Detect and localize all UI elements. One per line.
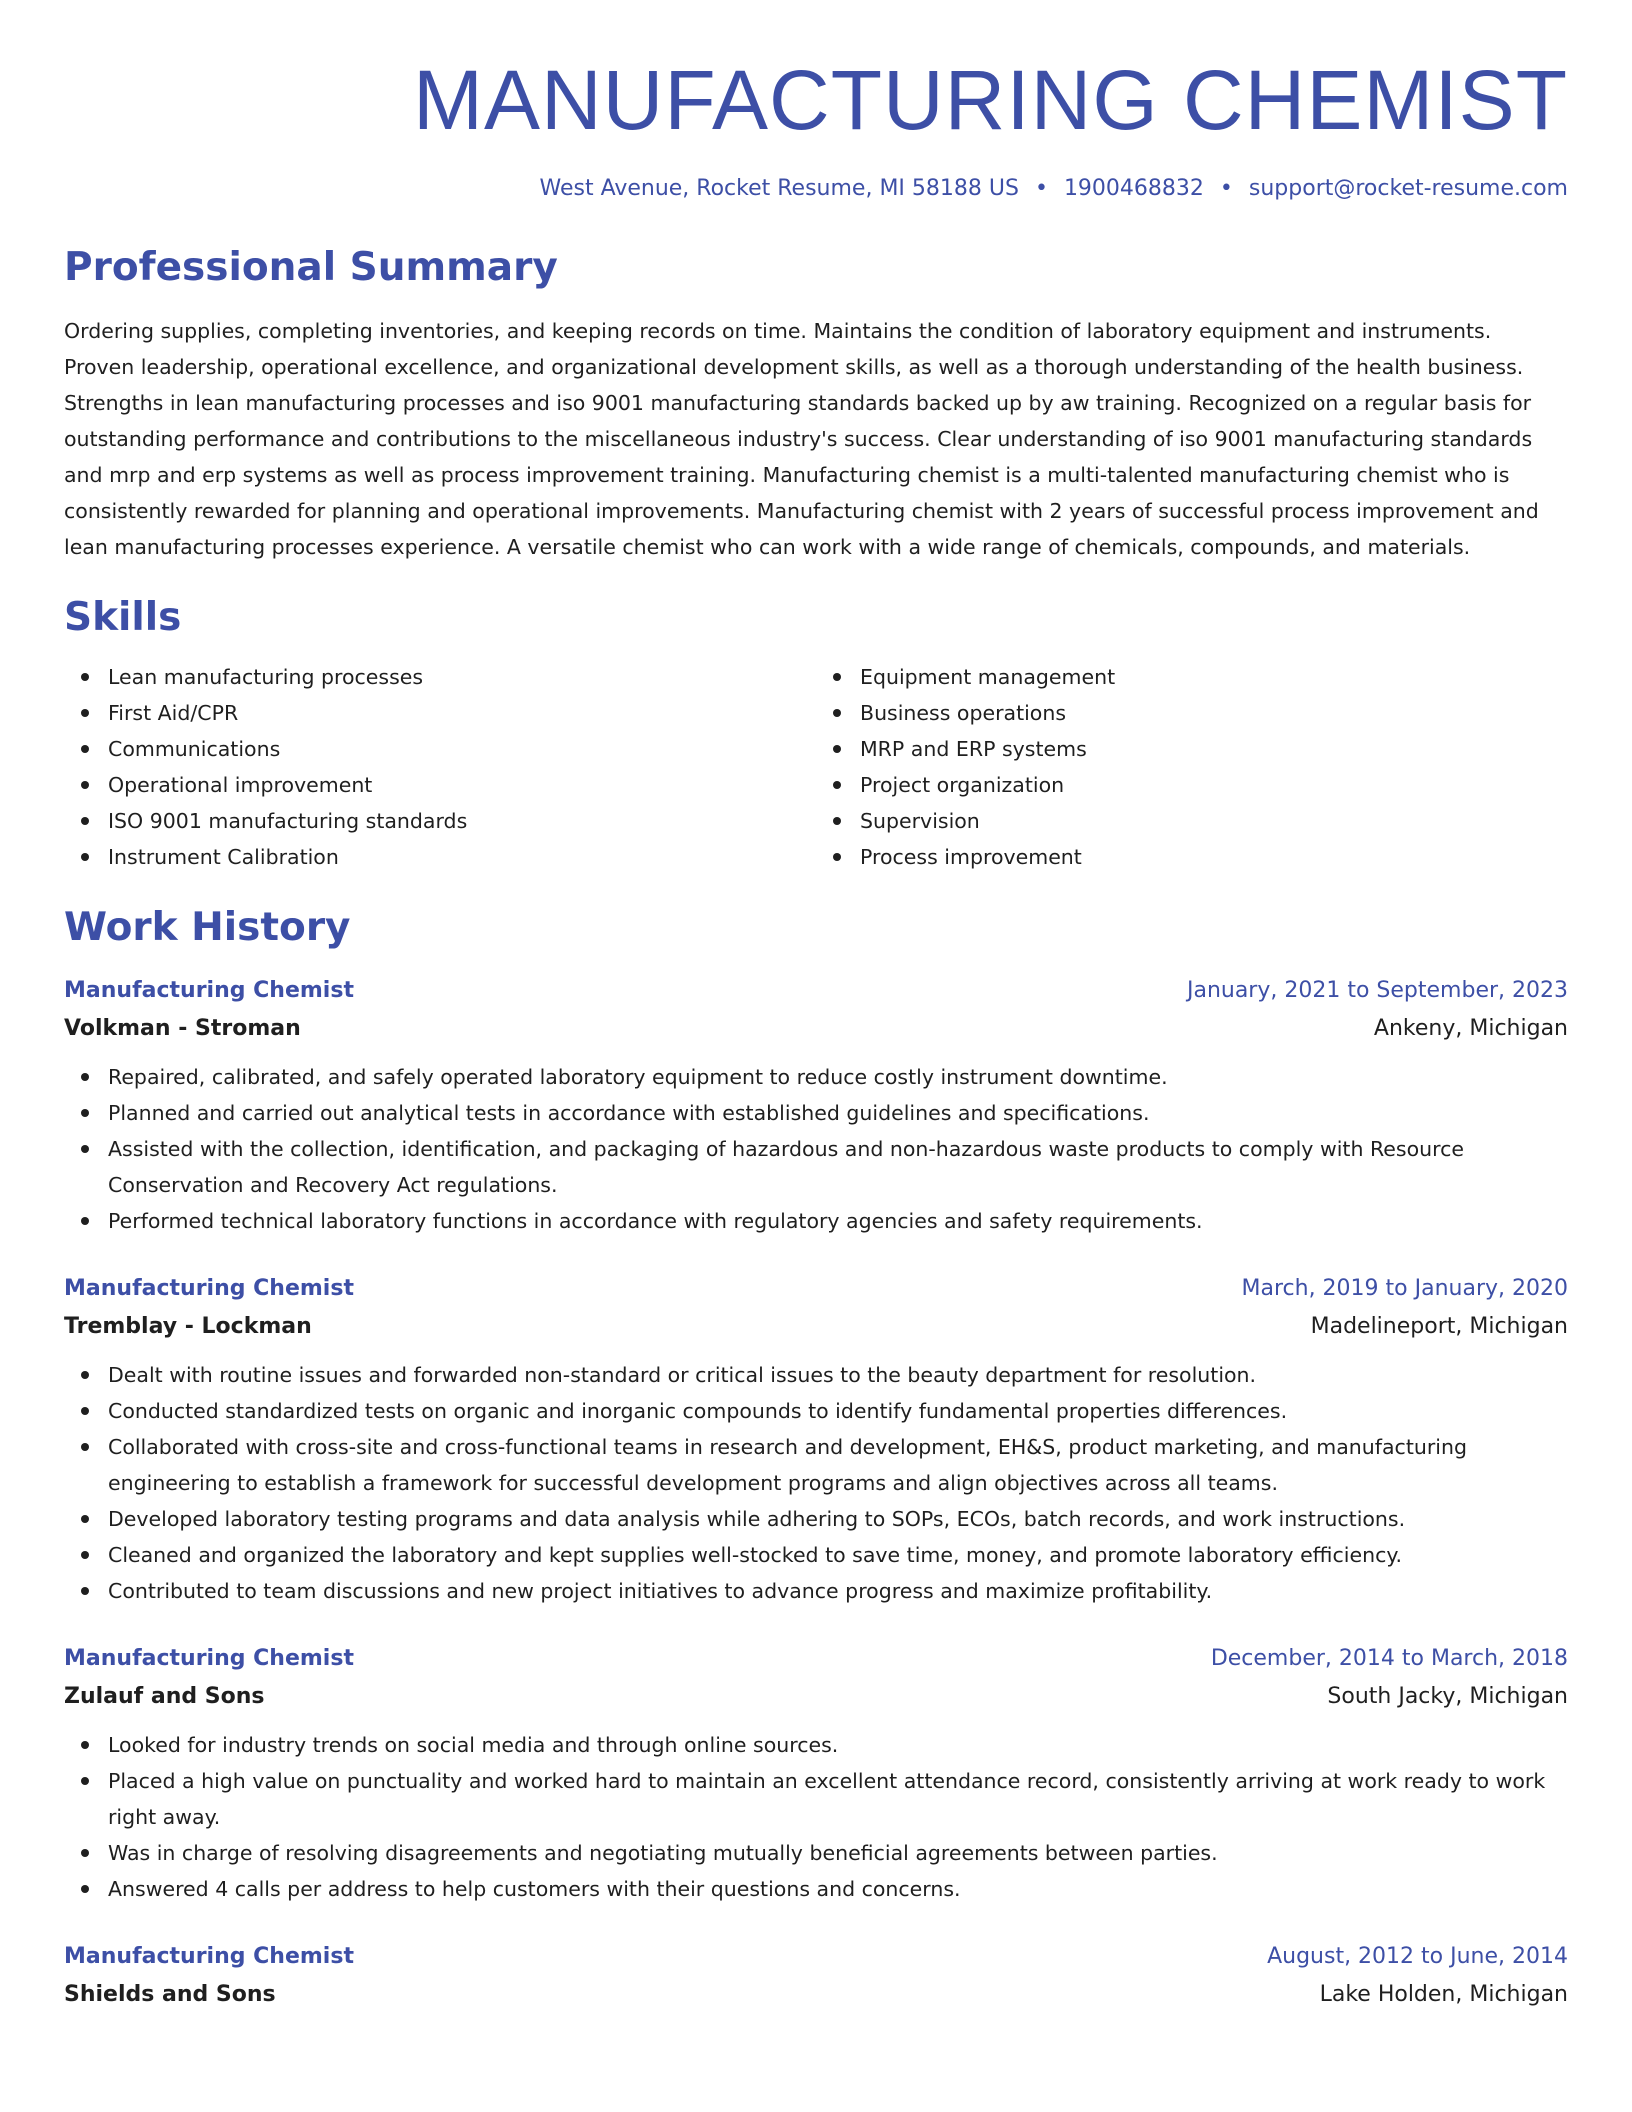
- skill-item: First Aid/CPR: [108, 695, 816, 731]
- skill-item: Operational improvement: [108, 767, 816, 803]
- job-location: Ankeny, Michigan: [1373, 1016, 1568, 1041]
- work-history-heading: Work History: [64, 905, 351, 950]
- job-location: Lake Holden, Michigan: [1319, 1982, 1568, 2007]
- skills-list-left: [64, 659, 816, 875]
- job-dates: December, 2014 to March, 2018: [1210, 1646, 1568, 1671]
- job-bullet: Developed laboratory testing programs and data analysis while adhering to SOPs, ECOs, batch records, and work instructions.: [108, 1501, 1568, 1537]
- job-bullet: Contributed to team discussions and new project initiatives to advance progress and maximize profitability.: [108, 1573, 1568, 1609]
- skill-item: ISO 9001 manufacturing standards: [108, 803, 816, 839]
- job-location: South Jacky, Michigan: [1327, 1684, 1568, 1709]
- job-bullet: Conducted standardized tests on organic and inorganic compounds to identify fundamental properties differences.: [108, 1393, 1568, 1429]
- job-company: Zulauf and Sons: [64, 1684, 265, 1709]
- job-title: Manufacturing Chemist: [64, 1646, 354, 1671]
- resume-name: MANUFACTURING CHEMIST: [413, 53, 1568, 147]
- job-entry: [64, 975, 1568, 1239]
- job-bullets: [64, 1357, 1568, 1609]
- job-entry: [64, 1643, 1568, 1907]
- job-location: Madelineport, Michigan: [1310, 1314, 1568, 1339]
- skill-item: MRP and ERP systems: [860, 731, 1568, 767]
- job-bullet: Placed a high value on punctuality and worked hard to maintain an excellent attendance record, consistently arriving at work ready to work right away.: [108, 1763, 1568, 1835]
- summary-text: Ordering supplies, completing inventories, and keeping records on time. Maintains the condition of laboratory equipment and instruments. Proven leadership, operational excellence, and organizational development skills, as well as a thorough understanding of the health business. Strengths in lean manufacturing processes and iso 9001 manufacturing standards backed up by aw training. Recognized on a regular basis for outstanding performance and contributions to the miscellaneous industry's success. Clear understanding of iso 9001 manufacturing standards and mrp and erp systems as well as process improvement training. Manufacturing chemist is a multi-talented manufacturing chemist who is consistently rewarded for planning and operational improvements. Manufacturing chemist with 2 years of successful process improvement and lean manufacturing processes experience. A versatile chemist who can work with a wide range of chemicals, compounds, and materials.: [64, 319, 1539, 559]
- job-bullet: Dealt with routine issues and forwarded non-standard or critical issues to the beauty department for resolution.: [108, 1357, 1568, 1393]
- job-bullet: Assisted with the collection, identification, and packaging of hazardous and non-hazardous waste products to comply with Resource Conservation and Recovery Act regulations.: [108, 1131, 1568, 1203]
- contact-separator: •: [1219, 176, 1233, 201]
- job-header-row: [64, 1273, 1568, 1305]
- contact-separator: •: [1034, 176, 1048, 201]
- skill-item: Project organization: [860, 767, 1568, 803]
- job-bullet: Answered 4 calls per address to help customers with their questions and concerns.: [108, 1871, 1568, 1907]
- job-company-row: [64, 1979, 1568, 2011]
- contact-email: support@rocket-resume.com: [1248, 176, 1568, 201]
- job-company-row: [64, 1311, 1568, 1343]
- contact-phone: 1900468832: [1063, 176, 1204, 201]
- job-bullet: Looked for industry trends on social media and through online sources.: [108, 1727, 1568, 1763]
- job-company: Tremblay - Lockman: [64, 1314, 312, 1339]
- job-bullet: Performed technical laboratory functions in accordance with regulatory agencies and safety requirements.: [108, 1203, 1568, 1239]
- job-company: Shields and Sons: [64, 1982, 276, 2007]
- job-title: Manufacturing Chemist: [64, 978, 354, 1003]
- job-header-row: [64, 975, 1568, 1007]
- job-company-row: [64, 1013, 1568, 1045]
- skill-item: Business operations: [860, 695, 1568, 731]
- job-header-row: [64, 1941, 1568, 1973]
- job-company-row: [64, 1681, 1568, 1713]
- job-dates: March, 2019 to January, 2020: [1241, 1276, 1568, 1301]
- job-bullet: Planned and carried out analytical tests in accordance with established guidelines and specifications.: [108, 1095, 1568, 1131]
- skills-grid: [64, 659, 1568, 875]
- summary-heading: Professional Summary: [64, 245, 558, 290]
- skill-item: Communications: [108, 731, 816, 767]
- job-bullet: Was in charge of resolving disagreements and negotiating mutually beneficial agreements between parties.: [108, 1835, 1568, 1871]
- job-entry: [64, 1273, 1568, 1609]
- skill-item: Process improvement: [860, 839, 1568, 875]
- skill-item: Equipment management: [860, 659, 1568, 695]
- job-header-row: [64, 1643, 1568, 1675]
- contact-address: West Avenue, Rocket Resume, MI 58188 US: [539, 176, 1019, 201]
- job-title: Manufacturing Chemist: [64, 1276, 354, 1301]
- job-company: Volkman - Stroman: [64, 1016, 301, 1041]
- job-bullet: Repaired, calibrated, and safely operated laboratory equipment to reduce costly instrument downtime.: [108, 1059, 1568, 1095]
- contact-line: [64, 174, 1568, 204]
- skills-list-right: [816, 659, 1568, 875]
- skill-item: Supervision: [860, 803, 1568, 839]
- job-bullets: [64, 1727, 1568, 1907]
- job-bullet: Cleaned and organized the laboratory and kept supplies well-stocked to save time, money, and promote laboratory efficiency.: [108, 1537, 1568, 1573]
- skill-item: Instrument Calibration: [108, 839, 816, 875]
- skill-item: Lean manufacturing processes: [108, 659, 816, 695]
- job-entry: [64, 1941, 1568, 2011]
- job-bullets: [64, 1059, 1568, 1239]
- resume-page: [64, 0, 1568, 2011]
- job-dates: January, 2021 to September, 2023: [1186, 978, 1568, 1003]
- job-title: Manufacturing Chemist: [64, 1944, 354, 1969]
- job-bullet: Collaborated with cross-site and cross-functional teams in research and development, EH&S, product marketing, and manufacturing engineering to establish a framework for successful development programs and align objectives across all teams.: [108, 1429, 1568, 1501]
- skills-heading: Skills: [64, 595, 182, 640]
- job-dates: August, 2012 to June, 2014: [1267, 1944, 1568, 1969]
